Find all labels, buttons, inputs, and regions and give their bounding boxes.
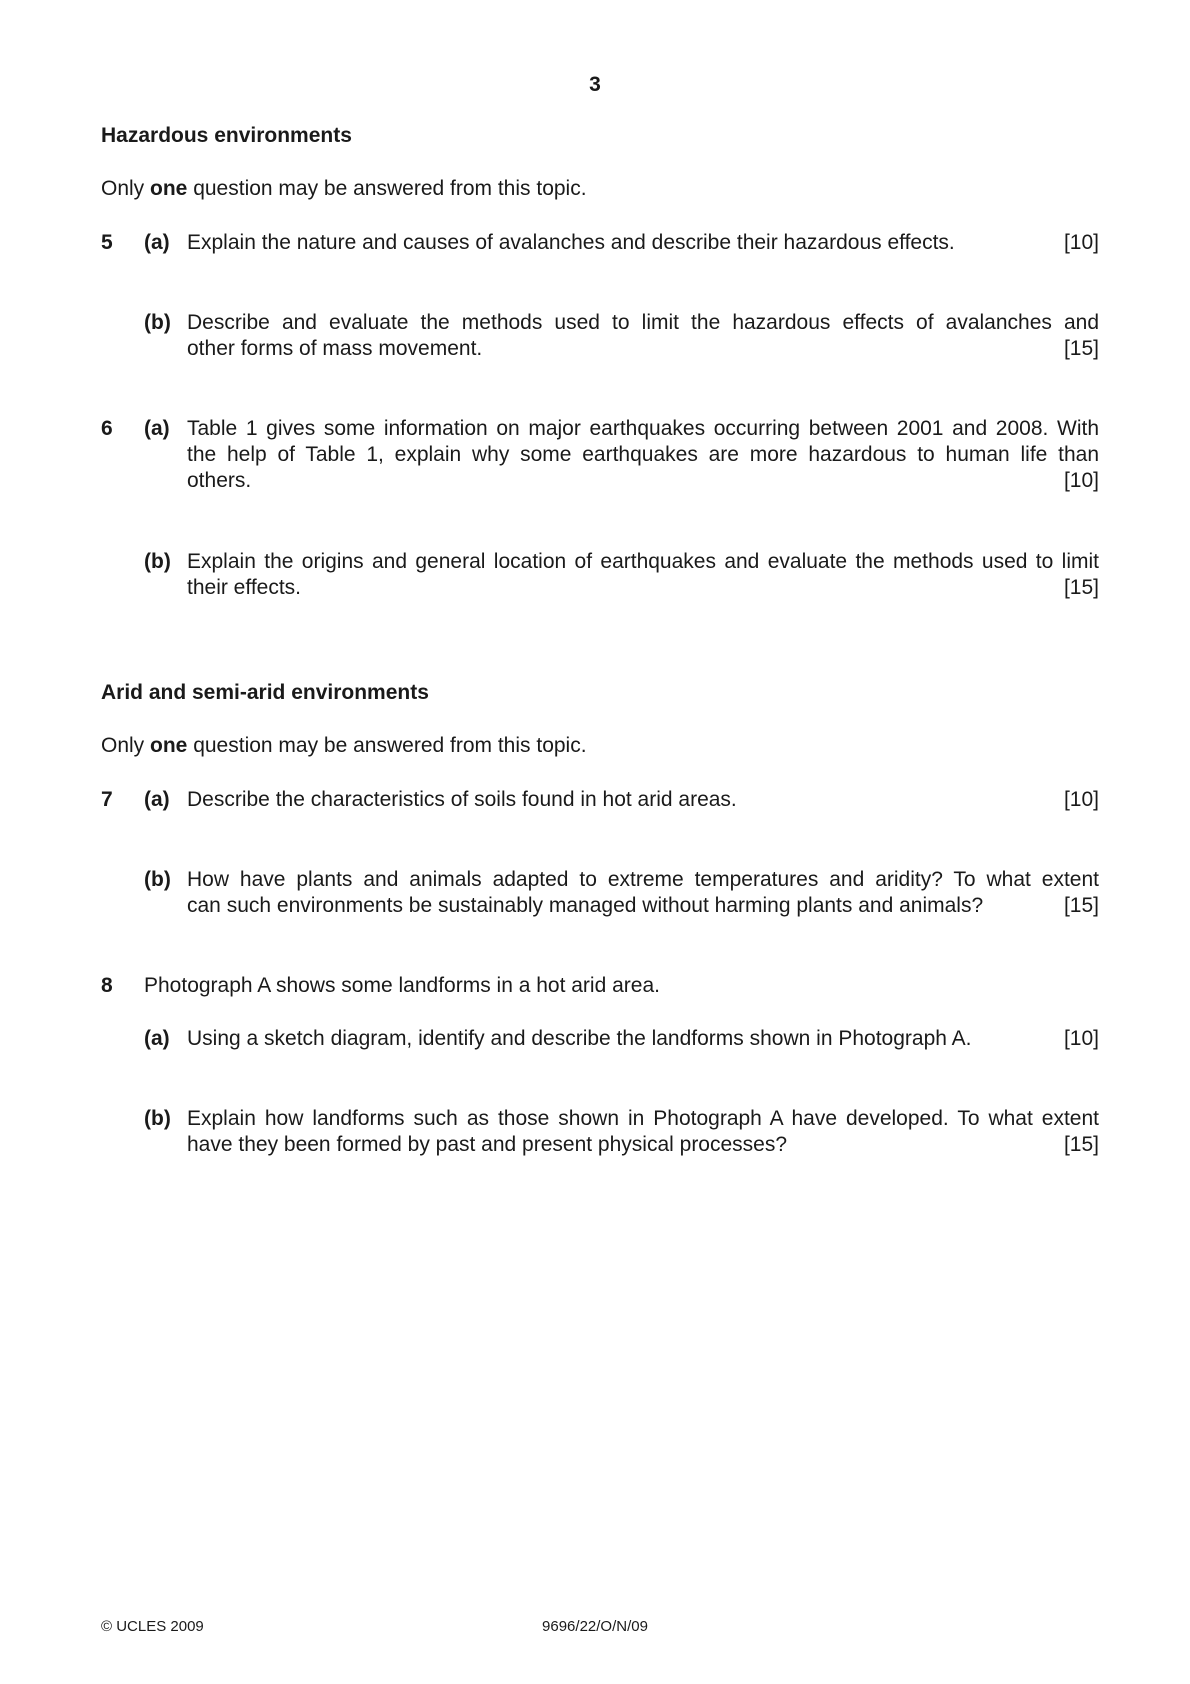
question-8-stem: Photograph A shows some landforms in a hot arid area. — [144, 974, 660, 997]
question-8a-text: Using a sketch diagram, identify and describe the landforms shown in Photograph A. — [187, 1027, 972, 1050]
question-8a-label: (a) — [144, 1027, 170, 1050]
question-5a-label: (a) — [144, 231, 170, 254]
question-7b-label: (b) — [144, 868, 171, 891]
question-5b-label: (b) — [144, 311, 171, 334]
section-heading-hazardous: Hazardous environments — [101, 124, 352, 147]
question-5a-marks: [10] — [1063, 231, 1099, 254]
question-6b-text-line2: their effects. — [187, 576, 302, 599]
section-instruction-hazardous: Only one question may be answered from this topic. — [101, 177, 587, 200]
question-number-5: 5 — [101, 231, 113, 254]
question-8b-text-line1: Explain how landforms such as those shown in Photograph A have developed. To what extent — [187, 1107, 1099, 1130]
question-7b-text-line1: How have plants and animals adapted to extreme temperatures and aridity? To what extent — [187, 868, 1099, 891]
question-6a-text-line3: others. — [187, 469, 252, 492]
question-number-6: 6 — [101, 417, 113, 440]
question-8a-marks: [10] — [1063, 1027, 1099, 1050]
page-number: 3 — [589, 73, 601, 96]
question-8b-label: (b) — [144, 1107, 171, 1130]
question-6b-text-line1: Explain the origins and general location of earthquakes and evaluate the methods used to limit — [187, 550, 1099, 573]
question-5a-text: Explain the nature and causes of avalanches and describe their hazardous effects. — [187, 231, 955, 254]
question-6b-marks: [15] — [1063, 576, 1099, 599]
question-number-8: 8 — [101, 974, 113, 997]
footer-paper-code: 9696/22/O/N/09 — [542, 1618, 648, 1635]
question-5b-marks: [15] — [1063, 337, 1099, 360]
question-6b-label: (b) — [144, 550, 171, 573]
footer-copyright: © UCLES 2009 — [101, 1618, 204, 1635]
question-6a-text-line1: Table 1 gives some information on major earthquakes occurring between 2001 and 2008. With — [187, 417, 1099, 440]
question-6a-label: (a) — [144, 417, 170, 440]
question-7a-text: Describe the characteristics of soils found in hot arid areas. — [187, 788, 737, 811]
question-6a-text-line2: the help of Table 1, explain why some earthquakes are more hazardous to human life than — [187, 443, 1099, 466]
question-8b-marks: [15] — [1063, 1133, 1099, 1156]
question-5b-text-line2: other forms of mass movement. — [187, 337, 483, 360]
question-7a-marks: [10] — [1063, 788, 1099, 811]
question-5b-text-line1: Describe and evaluate the methods used to limit the hazardous effects of avalanches and — [187, 311, 1099, 334]
question-7b-marks: [15] — [1063, 894, 1099, 917]
question-6a-marks: [10] — [1063, 469, 1099, 492]
question-number-7: 7 — [101, 788, 113, 811]
section-instruction-arid: Only one question may be answered from this topic. — [101, 734, 587, 757]
question-7b-text-line2: can such environments be sustainably managed without harming plants and animals? — [187, 894, 984, 917]
question-8b-text-line2: have they been formed by past and present physical processes? — [187, 1133, 788, 1156]
question-7a-label: (a) — [144, 788, 170, 811]
section-heading-arid: Arid and semi-arid environments — [101, 681, 429, 704]
